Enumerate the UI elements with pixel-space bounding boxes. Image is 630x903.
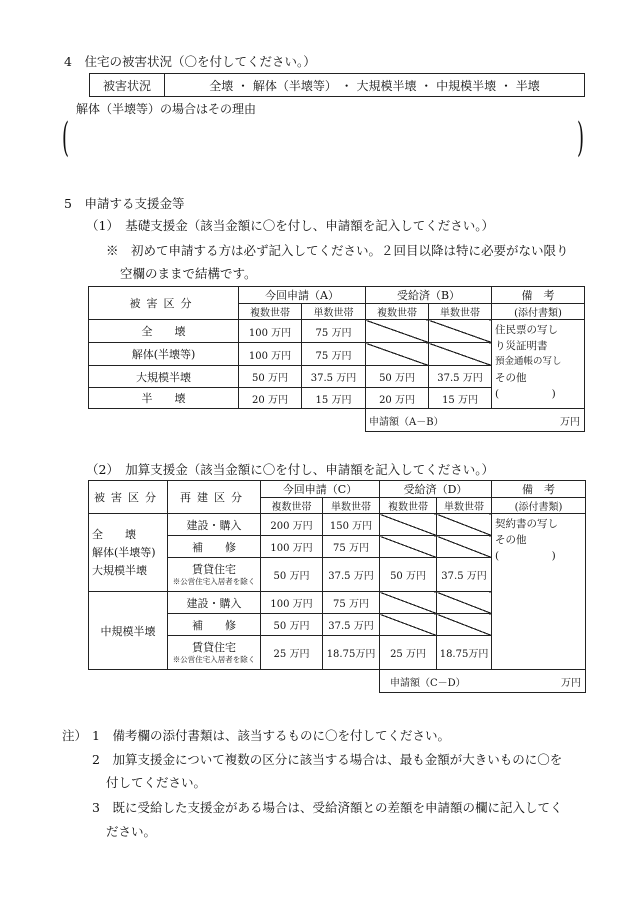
add-header-category: 被害区分: [89, 481, 168, 514]
basic-remarks-cell[interactable]: [492, 320, 585, 409]
add-remark-other[interactable]: その他: [495, 534, 527, 546]
add-apply-label: 申請額（C－D）: [380, 670, 492, 693]
add-row-rebuild: 建設・購入: [168, 592, 261, 614]
basic-row-received-single-disabled: [429, 320, 492, 343]
add-category-full: 全 壊: [92, 527, 136, 541]
basic-header-received: 受給済（B）: [366, 287, 492, 304]
add-category-major: [89, 514, 168, 592]
basic-row-received-single-disabled: [429, 343, 492, 366]
basic-row-category: 半 壊: [89, 388, 239, 409]
damage-status-table: [89, 73, 585, 97]
add-row-rebuild-rental: [168, 636, 261, 670]
add-row-current-multi[interactable]: 200 万円: [261, 514, 323, 536]
add-header-remarks: 備 考: [492, 481, 586, 498]
add-row-received-single-disabled: [437, 592, 492, 614]
additional-support-title: （2） 加算支援金（該当金額に〇を付し、申請額を記入してください。）: [86, 462, 494, 477]
add-row-rebuild-note: ※公営住宅入居者を除く: [172, 655, 256, 664]
damage-status-options[interactable]: 全壊 ・ 解体（半壊等） ・ 大規模半壊 ・ 中規模半壊 ・ 半壊: [165, 74, 585, 97]
basic-apply-spacer: [89, 409, 366, 432]
add-category-medium: 中規模半壊: [89, 592, 168, 670]
add-apply-amount[interactable]: 万円: [492, 670, 586, 693]
add-row-current-multi[interactable]: 25 万円: [261, 636, 323, 670]
add-row-received-single[interactable]: 18.75万円: [437, 636, 492, 670]
basic-row-current-multi[interactable]: 100 万円: [239, 343, 302, 366]
basic-support-table: [88, 286, 585, 432]
basic-apply-amount[interactable]: 万円: [492, 409, 585, 432]
section-4-title: 4 住宅の被害状況（〇を付してください。）: [64, 54, 316, 69]
add-row-rebuild-rental: [168, 558, 261, 592]
add-row-current-single[interactable]: 18.75万円: [323, 636, 380, 670]
basic-remark-other[interactable]: その他: [495, 372, 527, 384]
add-row-current-multi[interactable]: 50 万円: [261, 614, 323, 636]
add-row-received-single-disabled: [437, 536, 492, 558]
demolition-reason-label: 解体（半壊等）の場合はその理由: [76, 102, 257, 116]
demolition-reason-field[interactable]: [80, 122, 570, 162]
basic-row-current-single[interactable]: 75 万円: [302, 343, 366, 366]
basic-header-attach: (添付書類): [492, 304, 585, 320]
add-row-current-multi[interactable]: 100 万円: [261, 592, 323, 614]
add-row-rebuild: 建設・購入: [168, 514, 261, 536]
add-header-current-multi: 複数世帯: [261, 498, 323, 514]
add-row-received-multi-disabled: [380, 514, 437, 536]
basic-row-received-single[interactable]: 37.5 万円: [429, 366, 492, 388]
add-header-attach: (添付書類): [492, 498, 586, 514]
add-row-received-multi-disabled: [380, 614, 437, 636]
section-5-title: 5 申請する支援金等: [64, 196, 185, 211]
add-row-received-multi[interactable]: 25 万円: [380, 636, 437, 670]
add-row-received-single[interactable]: 37.5 万円: [437, 558, 492, 592]
reason-bracket-open: (: [62, 115, 70, 161]
add-row-current-multi[interactable]: 50 万円: [261, 558, 323, 592]
additional-support-table: [88, 480, 586, 693]
add-remark-other-field[interactable]: ( ): [495, 550, 556, 562]
basic-remark-bankbook[interactable]: 預金通帳の写し: [495, 356, 562, 367]
note-2-line2: 付してください。: [106, 775, 207, 790]
add-row-received-multi-disabled: [380, 536, 437, 558]
reason-bracket-close: ): [577, 115, 585, 161]
add-remark-contract[interactable]: 契約書の写し: [495, 518, 559, 530]
note-1: 1 備考欄の添付書類は、該当するものに〇を付してください。: [92, 728, 450, 743]
add-header-received: 受給済（D）: [380, 481, 492, 498]
add-row-rebuild: 賃貸住宅: [192, 641, 236, 654]
add-row-current-single[interactable]: 75 万円: [323, 592, 380, 614]
basic-row-received-multi-disabled: [366, 320, 429, 343]
add-row-received-single-disabled: [437, 614, 492, 636]
basic-row-current-single[interactable]: 15 万円: [302, 388, 366, 409]
basic-row-current-multi[interactable]: 20 万円: [239, 388, 302, 409]
basic-row-received-single[interactable]: 15 万円: [429, 388, 492, 409]
add-row-received-multi[interactable]: 50 万円: [380, 558, 437, 592]
basic-row-category: 解体(半壊等): [89, 343, 239, 366]
add-header-current-single: 単数世帯: [323, 498, 380, 514]
add-row-current-single[interactable]: 150 万円: [323, 514, 380, 536]
add-header-received-single: 単数世帯: [437, 498, 492, 514]
damage-status-label: 被害状況: [90, 74, 165, 97]
add-row-received-single-disabled: [437, 514, 492, 536]
basic-support-note-line1: ※ 初めて申請する方は必ず記入してください。２回目以降は特に必要がない限り: [106, 243, 569, 258]
add-row-rebuild: 賃貸住宅: [192, 563, 236, 576]
basic-remark-other-field[interactable]: ( ): [495, 388, 556, 400]
note-3-line2: ださい。: [106, 824, 157, 839]
note-3-line1: 3 既に受給した支援金がある場合は、受給済額との差額を申請額の欄に記入してく: [92, 800, 563, 815]
basic-row-received-multi[interactable]: 20 万円: [366, 388, 429, 409]
add-row-received-multi-disabled: [380, 592, 437, 614]
basic-row-current-multi[interactable]: 50 万円: [239, 366, 302, 388]
add-row-current-single[interactable]: 37.5 万円: [323, 614, 380, 636]
basic-header-category: 被害区分: [89, 287, 239, 320]
basic-support-title: （1） 基礎支援金（該当金額に〇を付し、申請額を記入してください。）: [86, 218, 494, 233]
basic-row-category: 大規模半壊: [89, 366, 239, 388]
notes-label: 注）: [62, 728, 88, 743]
basic-header-current: 今回申請（A）: [239, 287, 366, 304]
add-apply-spacer: [89, 670, 380, 693]
add-row-current-multi[interactable]: 100 万円: [261, 536, 323, 558]
basic-row-current-multi[interactable]: 100 万円: [239, 320, 302, 343]
add-row-rebuild: 補 修: [168, 536, 261, 558]
basic-header-current-single: 単数世帯: [302, 304, 366, 320]
basic-row-current-single[interactable]: 75 万円: [302, 320, 366, 343]
basic-support-note-line2: 空欄のままで結構です。: [120, 266, 257, 281]
basic-row-received-multi-disabled: [366, 343, 429, 366]
add-row-rebuild: 補 修: [168, 614, 261, 636]
add-header-current: 今回申請（C）: [261, 481, 380, 498]
note-2-line1: 2 加算支援金について複数の区分に該当する場合は、最も金額が大きいものに〇を: [92, 752, 563, 767]
basic-row-current-single[interactable]: 37.5 万円: [302, 366, 366, 388]
basic-header-received-multi: 複数世帯: [366, 304, 429, 320]
add-category-large: 大規模半壊: [92, 563, 147, 577]
add-header-received-multi: 複数世帯: [380, 498, 437, 514]
add-row-current-single[interactable]: 37.5 万円: [323, 558, 380, 592]
basic-row-category: 全 壊: [89, 320, 239, 343]
basic-header-received-single: 単数世帯: [429, 304, 492, 320]
add-row-rebuild-note: ※公営住宅入居者を除く: [172, 577, 256, 586]
add-remarks-cell[interactable]: [492, 514, 586, 670]
add-header-rebuild: 再建区分: [168, 481, 261, 514]
basic-remark-disaster-cert[interactable]: り災証明書: [495, 340, 548, 352]
add-category-demolition: 解体(半壊等): [92, 545, 156, 559]
basic-row-received-multi[interactable]: 50 万円: [366, 366, 429, 388]
basic-apply-label: 申請額（A－B）: [366, 409, 492, 432]
basic-header-remarks: 備 考: [492, 287, 585, 304]
basic-remark-resident[interactable]: 住民票の写し: [495, 324, 559, 336]
add-row-current-single[interactable]: 75 万円: [323, 536, 380, 558]
basic-header-current-multi: 複数世帯: [239, 304, 302, 320]
